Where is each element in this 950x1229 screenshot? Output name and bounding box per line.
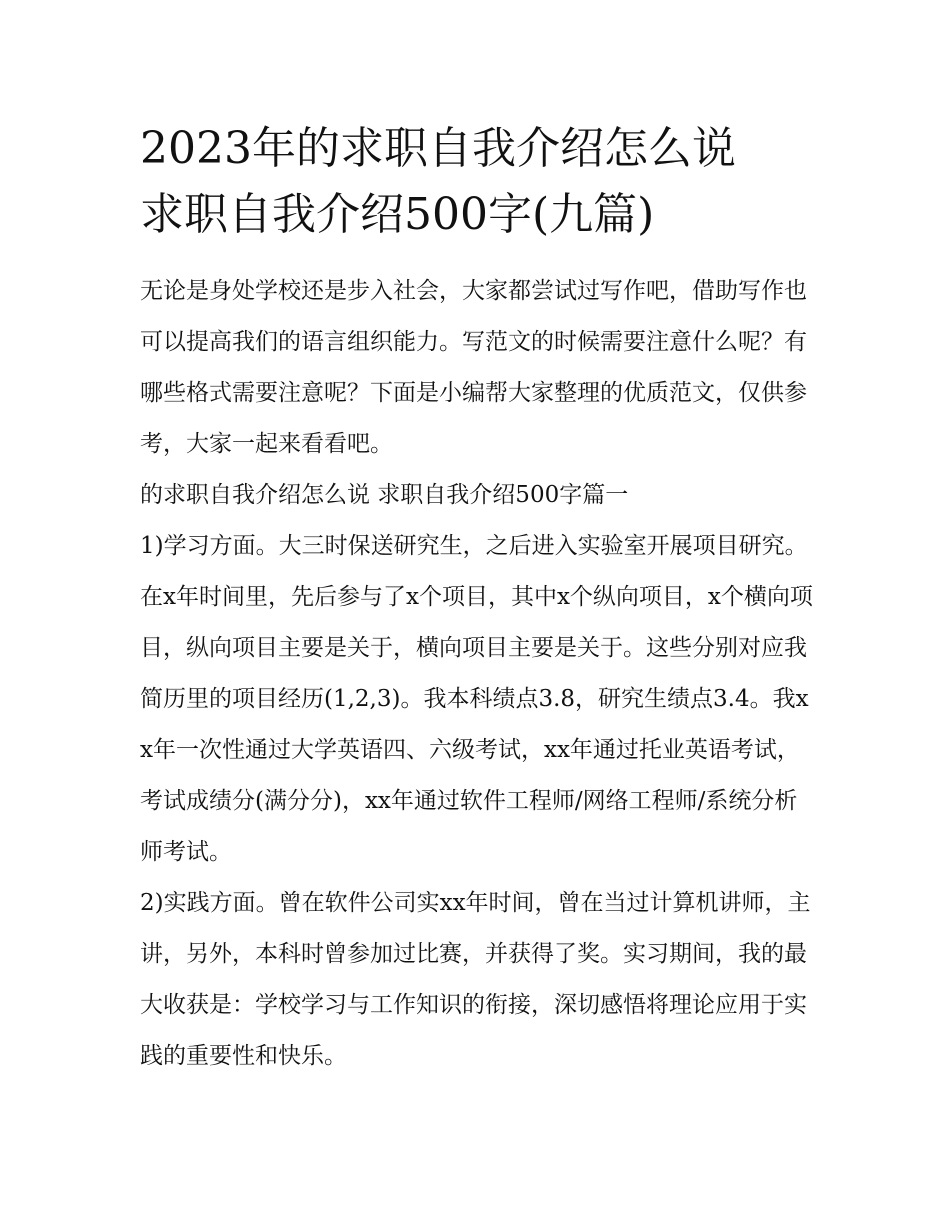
practice-paragraph: 2)实践方面。曾在软件公司实xx年时间，曾在当过计算机讲师，主讲，另外，本科时曾参加过比赛，并获得了奖。实习期间，我的最大收获是：学校学习与工作知识的衔接，深切感悟将理论应用于实践的重要性和快乐。 <box>140 890 811 1069</box>
intro-paragraph: 无论是身处学校还是步入社会，大家都尝试过写作吧，借助写作也可以提高我们的语言组织能力。写范文的时候需要注意什么呢？有哪些格式需要注意呢？下面是小编帮大家整理的优质范文，仅供参考，大家一起来看看吧。 <box>140 278 807 457</box>
section-heading: 的求职自我介绍怎么说 求职自我介绍500字篇一 <box>140 482 629 508</box>
title-line-2: 求职自我介绍500字(九篇) <box>140 189 655 240</box>
study-paragraph: 1)学习方面。大三时保送研究生，之后进入实验室开展项目研究。在x年时间里，先后参与了x个项目，其中x个纵向项目，x个横向项目，纵向项目主要是关于，横向项目主要是关于。这些分别对应我简历里的项目经历(1,2,3)。我本科绩点3.8，研究生绩点3.4。我xx年一次性通过大学英语四、六级考试，xx年通过托业英语考试，考试成绩分(满分分)，xx年通过软件工程师/网络工程师/系统分析师考试。 <box>140 533 813 865</box>
document-title <box>140 116 820 248</box>
title-line-1: 2023年的求职自我介绍怎么说 <box>140 123 736 174</box>
document-body <box>140 266 820 1082</box>
document-page <box>140 116 820 1082</box>
